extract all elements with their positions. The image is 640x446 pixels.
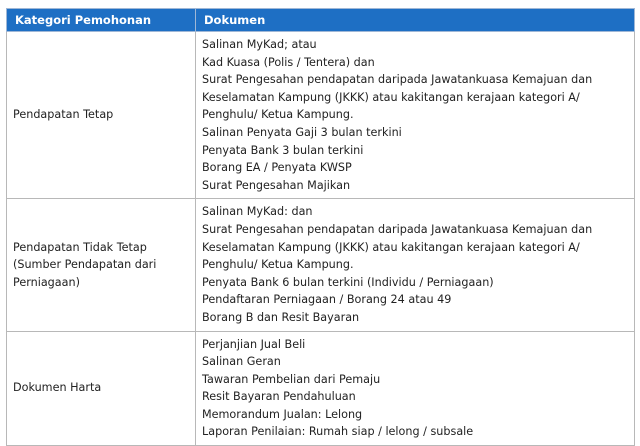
document-item: Borang B dan Resit Bayaran xyxy=(202,310,360,324)
document-item: Borang EA / Penyata KWSP xyxy=(202,161,352,175)
document-item: Salinan Penyata Gaji 3 bulan terkini xyxy=(202,125,402,139)
table-row xyxy=(7,199,635,331)
document-item: Penyata Bank 6 bulan terkini (Individu / Perniagaan) xyxy=(202,275,494,289)
category-cell: Pendapatan Tidak Tetap (Sumber Pendapatan dari Perniagaan) xyxy=(7,199,196,331)
category-cell: Dokumen Harta xyxy=(7,331,196,446)
document-item: Pendaftaran Perniagaan / Borang 24 atau 49 xyxy=(202,293,452,307)
document-item: Memorandum Jualan: Lelong xyxy=(202,407,363,421)
document-item: Salinan MyKad: dan xyxy=(202,205,313,219)
documents-table xyxy=(6,8,635,446)
header-documents: Dokumen xyxy=(196,9,635,32)
document-item: Surat Pengesahan pendapatan daripada Jawatankuasa Kemajuan dan xyxy=(202,222,593,236)
documents-cell xyxy=(196,32,635,199)
document-item: Salinan MyKad; atau xyxy=(202,38,317,51)
document-item: Keselamatan Kampung (JKKK) atau kakitangan kerajaan kategori A/ xyxy=(202,90,580,104)
documents-cell xyxy=(196,199,635,331)
table-row xyxy=(7,331,635,446)
documents-cell xyxy=(196,331,635,446)
document-item: Surat Pengesahan Majikan xyxy=(202,178,351,192)
document-item: Tawaran Pembelian dari Pemaju xyxy=(202,372,381,386)
document-item: Keselamatan Kampung (JKKK) atau kakitangan kerajaan kategori A/ xyxy=(202,240,580,254)
category-cell: Pendapatan Tetap xyxy=(7,32,196,199)
header-category: Kategori Pemohonan xyxy=(7,9,196,32)
document-item: Laporan Penilaian: Rumah siap / lelong / subsale xyxy=(202,425,474,439)
document-item: Resit Bayaran Pendahuluan xyxy=(202,390,356,404)
table-header-row xyxy=(7,9,635,32)
document-item: Penghulu/ Ketua Kampung. xyxy=(202,258,354,272)
document-item: Penghulu/ Ketua Kampung. xyxy=(202,108,354,122)
table-row xyxy=(7,32,635,199)
document-item: Penyata Bank 3 bulan terkini xyxy=(202,143,364,157)
document-item: Perjanjian Jual Beli xyxy=(202,337,306,351)
document-item: Kad Kuasa (Polis / Tentera) dan xyxy=(202,55,375,69)
document-item: Salinan Geran xyxy=(202,355,281,369)
document-item: Surat Pengesahan pendapatan daripada Jawatankuasa Kemajuan dan xyxy=(202,73,593,87)
